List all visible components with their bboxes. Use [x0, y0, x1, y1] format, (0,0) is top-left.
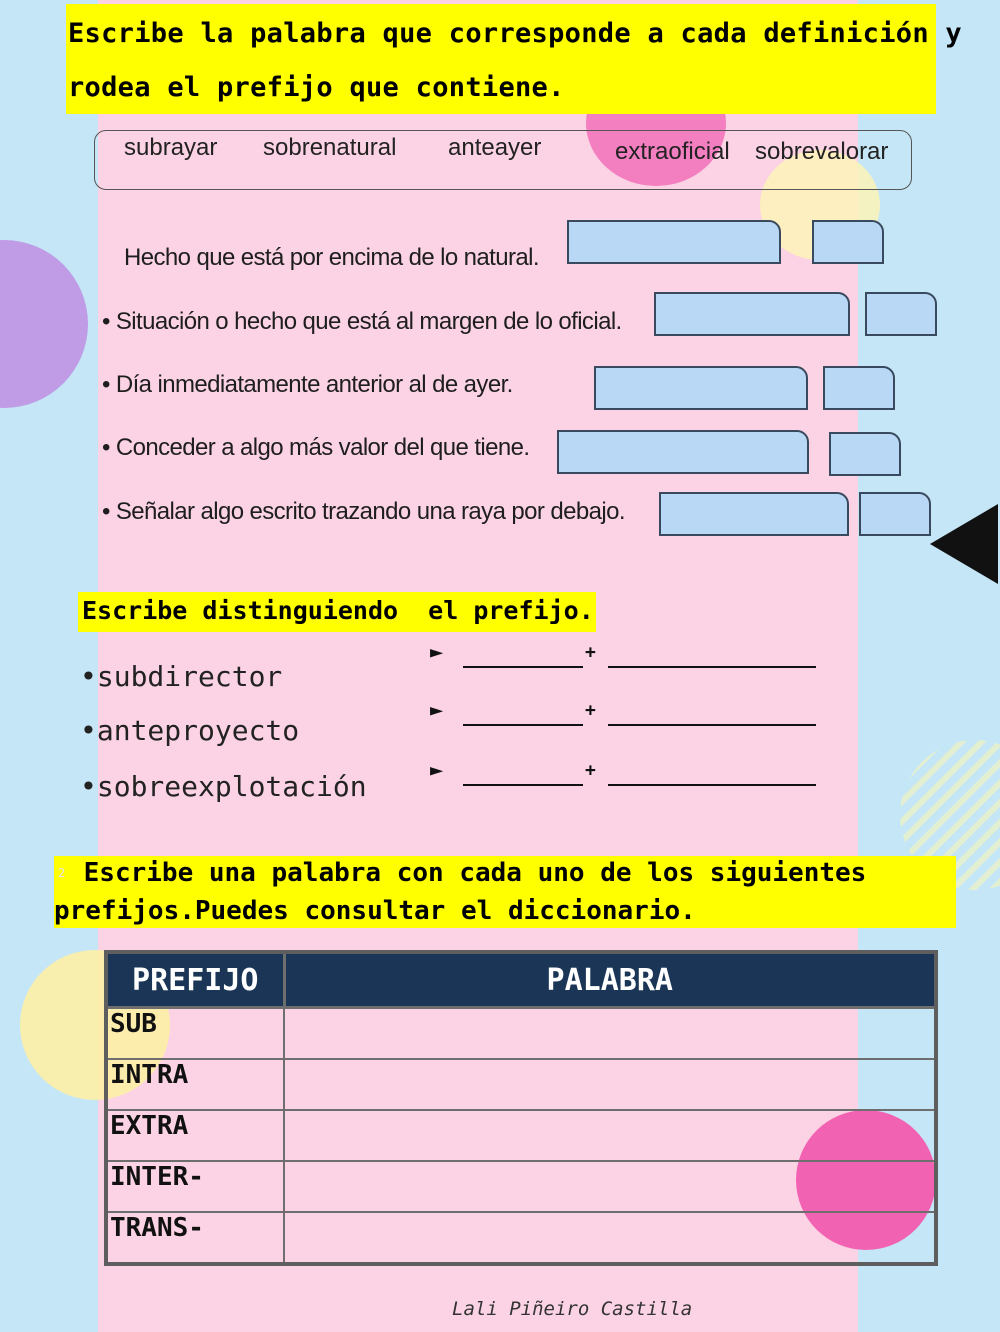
definition-2: • Situación o hecho que está al margen de lo oficial.	[102, 308, 622, 335]
answer-word-3[interactable]	[594, 366, 808, 410]
table-row	[106, 1110, 936, 1161]
table-header-row	[106, 952, 936, 1008]
answer-prefix-2[interactable]	[865, 292, 937, 336]
instruction-2: Escribe distinguiendo el prefijo.	[82, 596, 594, 625]
answer-word-2[interactable]	[654, 292, 850, 336]
prefix-table	[104, 950, 938, 1266]
word-answer-input[interactable]	[287, 1009, 938, 1060]
word-bank-item: sobrevalorar	[755, 138, 889, 165]
prefix-blank-3[interactable]	[463, 784, 583, 786]
word-answer-input[interactable]	[287, 1213, 938, 1264]
prefix-cell: SUB	[106, 1008, 284, 1060]
answer-prefix-5[interactable]	[859, 492, 931, 536]
answer-word-2-input[interactable]	[656, 294, 852, 336]
word-bank-item: extraoficial	[615, 138, 730, 165]
answer-prefix-3[interactable]	[823, 366, 895, 410]
word-answer-cell[interactable]	[284, 1110, 936, 1161]
word-bank-item: anteayer	[448, 134, 542, 161]
word-answer-cell[interactable]	[284, 1212, 936, 1264]
prefix-cell: TRANS-	[106, 1212, 284, 1264]
answer-prefix-2-input[interactable]	[867, 294, 939, 336]
prefix-blank-2[interactable]	[463, 724, 583, 726]
word-answer-cell[interactable]	[284, 1008, 936, 1060]
answer-prefix-4[interactable]	[829, 432, 901, 476]
header-prefijo: PREFIJO	[106, 952, 284, 1008]
prefix-cell: EXTRA	[106, 1110, 284, 1161]
prefix-blank-1[interactable]	[463, 666, 583, 668]
instruction-1-line1: Escribe la palabra que corresponde a cada definición y	[68, 18, 962, 49]
purple-circle-decoration	[0, 240, 88, 408]
answer-word-1[interactable]	[567, 220, 781, 264]
word-answer-cell[interactable]	[284, 1161, 936, 1212]
definition-3: • Día inmediatamente anterior al de ayer.	[102, 371, 513, 398]
answer-word-4[interactable]	[557, 430, 809, 474]
table-row	[106, 1212, 936, 1264]
plus-sign: +	[585, 642, 596, 663]
answer-prefix-4-input[interactable]	[831, 434, 903, 476]
root-blank-1[interactable]	[608, 666, 816, 668]
answer-prefix-5-input[interactable]	[861, 494, 933, 536]
prefix-cell: INTER-	[106, 1161, 284, 1212]
word-item-1: •subdirector	[80, 660, 283, 693]
definition-1: Hecho que está por encima de lo natural.	[124, 244, 539, 271]
answer-word-3-input[interactable]	[596, 368, 810, 410]
answer-word-1-input[interactable]	[569, 222, 783, 264]
word-item-2: •anteproyecto	[80, 714, 300, 747]
answer-prefix-3-input[interactable]	[825, 368, 897, 410]
answer-prefix-1[interactable]	[812, 220, 884, 264]
table-row	[106, 1008, 936, 1060]
word-item-3: •sobreexplotación	[80, 770, 367, 803]
word-answer-input[interactable]	[287, 1060, 938, 1111]
section-number: 2	[58, 866, 66, 880]
instruction-3-line2: prefijos.Puedes consultar el diccionario.	[54, 896, 696, 926]
answer-word-5-input[interactable]	[661, 494, 851, 536]
table-row	[106, 1161, 936, 1212]
table-row	[106, 1059, 936, 1110]
plus-sign: +	[585, 700, 596, 721]
root-blank-2[interactable]	[608, 724, 816, 726]
word-answer-input[interactable]	[287, 1111, 938, 1162]
word-bank-item: subrayar	[124, 134, 218, 161]
definition-5: • Señalar algo escrito trazando una raya por debajo.	[102, 498, 625, 525]
header-palabra: PALABRA	[284, 952, 936, 1008]
prefix-cell: INTRA	[106, 1059, 284, 1110]
word-answer-input[interactable]	[287, 1162, 938, 1213]
arrow-icon: ►	[430, 758, 444, 783]
author-credit: Lali Piñeiro Castilla	[452, 1298, 693, 1320]
answer-prefix-1-input[interactable]	[814, 222, 886, 264]
answer-word-5[interactable]	[659, 492, 849, 536]
definition-4: • Conceder a algo más valor del que tiene.	[102, 434, 530, 461]
arrow-icon: ►	[430, 640, 444, 665]
instruction-3-line1: Escribe una palabra con cada uno de los siguientes	[68, 858, 867, 888]
instruction-1-line2: rodea el prefijo que contiene.	[68, 72, 565, 103]
word-answer-cell[interactable]	[284, 1059, 936, 1110]
arrow-icon: ►	[430, 698, 444, 723]
plus-sign: +	[585, 760, 596, 781]
black-triangle-decoration	[930, 504, 998, 584]
root-blank-3[interactable]	[608, 784, 816, 786]
word-bank-item: sobrenatural	[263, 134, 397, 161]
answer-word-4-input[interactable]	[559, 432, 811, 474]
